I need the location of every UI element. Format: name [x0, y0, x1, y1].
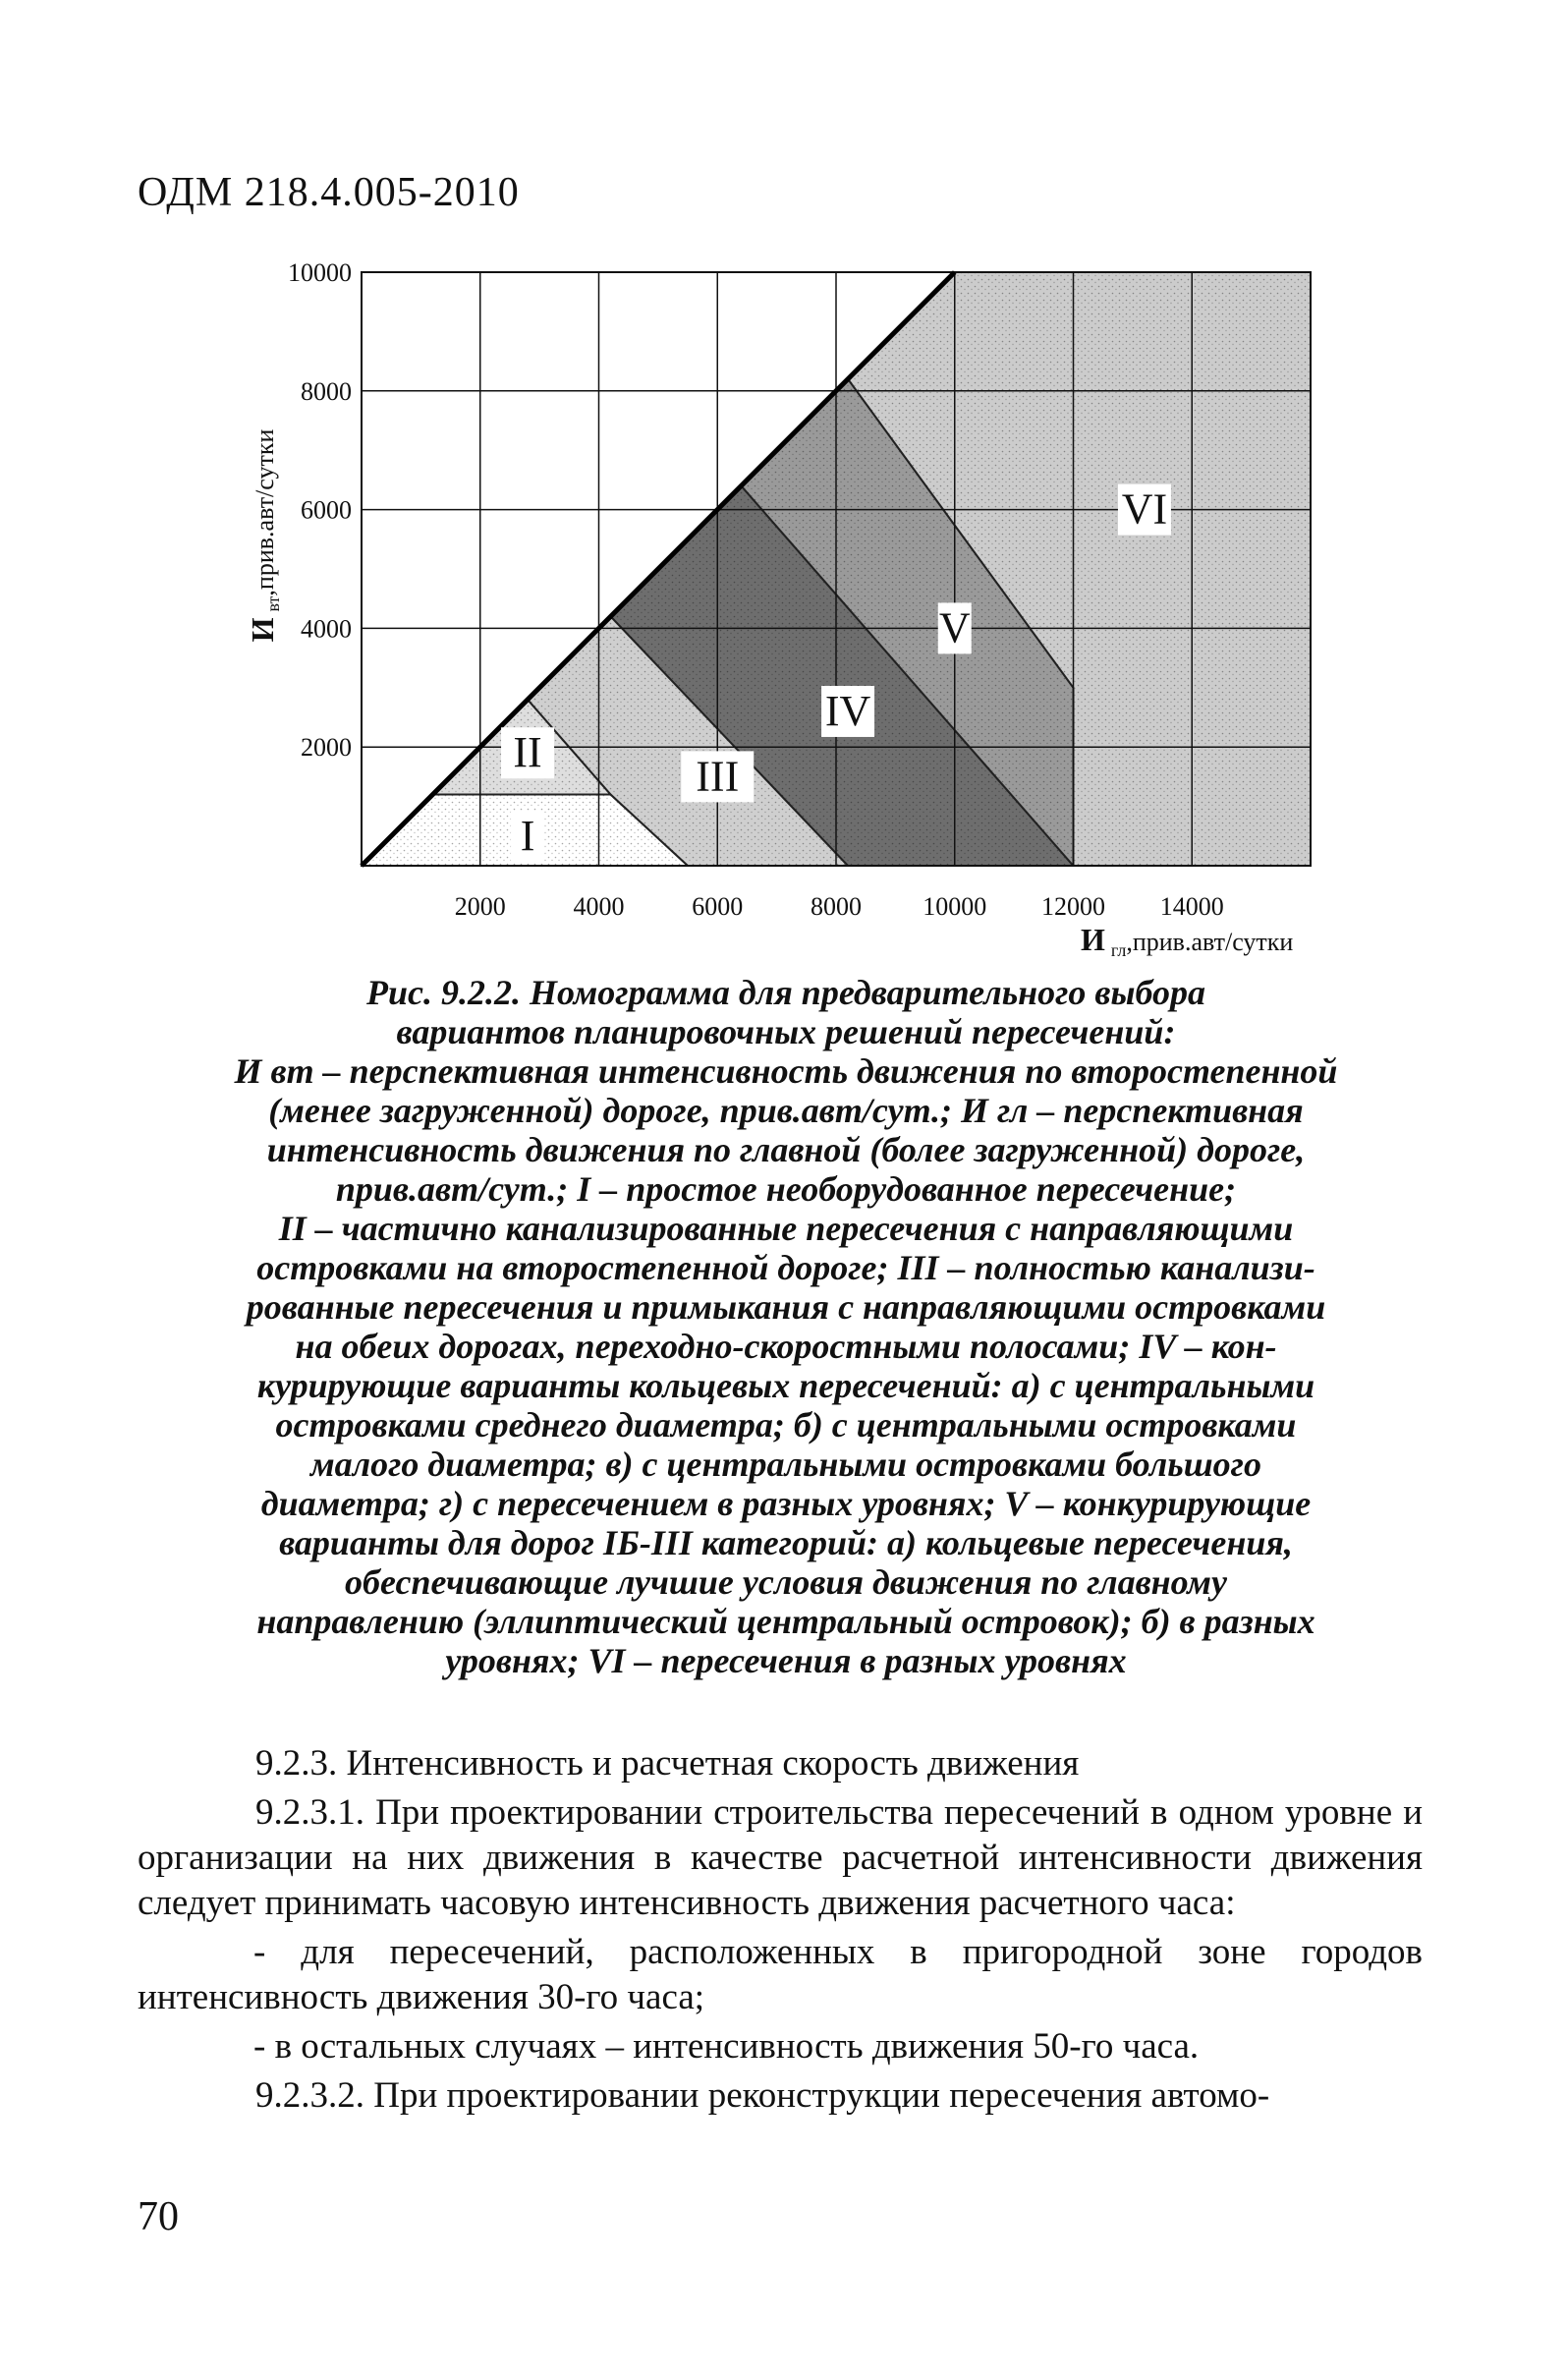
caption-line: II – частично канализированные пересечения с направляющими	[278, 1209, 1294, 1248]
x-axis-title: И $_{гл}$,прив.авт/сутки	[1081, 922, 1294, 960]
caption-line: рованные пересечения и примыкания с направляющими островками	[246, 1287, 1326, 1327]
caption-line: Рис. 9.2.2. Номограмма для предварительного выбора	[366, 973, 1205, 1012]
caption-line: варианты для дорог IБ-III категорий: а) кольцевые пересечения,	[279, 1523, 1293, 1562]
caption-line: диаметра; г) с пересечением в разных уровнях; V – конкурирующие	[260, 1484, 1312, 1523]
caption-line: прив.авт/сут.; I – простое необорудованное пересечение;	[335, 1169, 1237, 1209]
page-number: 70	[138, 2194, 179, 2239]
region-label: III	[696, 752, 740, 801]
caption-line: островками среднего диаметра; б) с центральными островками	[275, 1405, 1297, 1445]
caption-line: направлению (эллиптический центральный островок); б) в разных	[256, 1602, 1315, 1641]
caption-line: (менее загруженной) дороге, прив.авт/сут.; И гл – перспективная	[268, 1091, 1304, 1130]
caption-line: И вт – перспективная интенсивность движения по второстепенной	[234, 1051, 1338, 1091]
caption-line: на обеих дорогах, переходно-скоростными полосами; IV – кон-	[295, 1327, 1277, 1366]
x-tick-label: 12000	[1041, 892, 1105, 921]
x-tick-label: 14000	[1159, 892, 1224, 921]
y-tick-label: 8000	[301, 376, 352, 406]
caption-line: уровнях; VI – пересечения в разных уровнях	[445, 1641, 1127, 1680]
region-label: V	[938, 603, 971, 652]
caption-line: обеспечивающие лучшие условия движения по главному	[345, 1562, 1227, 1602]
figure-caption	[147, 973, 1425, 1680]
caption-line: курирующие варианты кольцевых пересечений: а) с центральными	[256, 1366, 1315, 1405]
paragraph: 9.2.3.2. При проектировании реконструкции пересечения автомо-	[255, 2075, 1270, 2116]
list-item: - в остальных случаях – интенсивность движения 50-го часа.	[253, 2026, 1200, 2067]
x-tick-label: 10000	[923, 892, 987, 921]
document-header: ОДМ 218.4.005-2010	[138, 170, 520, 215]
caption-line: малого диаметра; в) с центральными островками большого	[310, 1445, 1261, 1484]
region-label: I	[520, 811, 535, 860]
y-tick-label: 4000	[301, 614, 352, 644]
paragraph: 9.2.3.1. При проектировании строительства пересечений в одном уровне и организации на них движения в качестве расчетной интенсивности движения следует принимать часовую интенсивность движения расчетного часа:	[138, 1792, 1423, 1923]
x-tick-label: 4000	[573, 892, 625, 921]
x-tick-label: 8000	[811, 892, 862, 921]
region-label: IV	[824, 686, 871, 735]
x-tick-label: 6000	[692, 892, 744, 921]
caption-line: островками на второстепенной дороге; III – полностью канализи-	[256, 1248, 1315, 1287]
x-tick-label: 2000	[454, 892, 506, 921]
region-label: VI	[1121, 484, 1168, 534]
y-tick-label: 6000	[301, 495, 352, 525]
caption-line: интенсивность движения по главной (более загруженной) дороге,	[266, 1130, 1306, 1169]
region-label: II	[513, 728, 542, 777]
y-axis-title: $И_{вт},прив.авт$/сутки	[245, 428, 283, 643]
y-tick-label: 2000	[301, 733, 352, 763]
list-item: - для пересечений, расположенных в пригородной зоне городов интенсивность движения 30-го часа;	[138, 1932, 1423, 2017]
section-heading: 9.2.3. Интенсивность и расчетная скорость движения	[255, 1743, 1080, 1784]
nomogram-chart	[196, 251, 1326, 973]
caption-line: вариантов планировочных решений пересечений:	[396, 1012, 1176, 1051]
nomogram-svg	[196, 251, 1326, 968]
y-tick-label: 10000	[288, 258, 352, 287]
body-text	[138, 1741, 1423, 2123]
